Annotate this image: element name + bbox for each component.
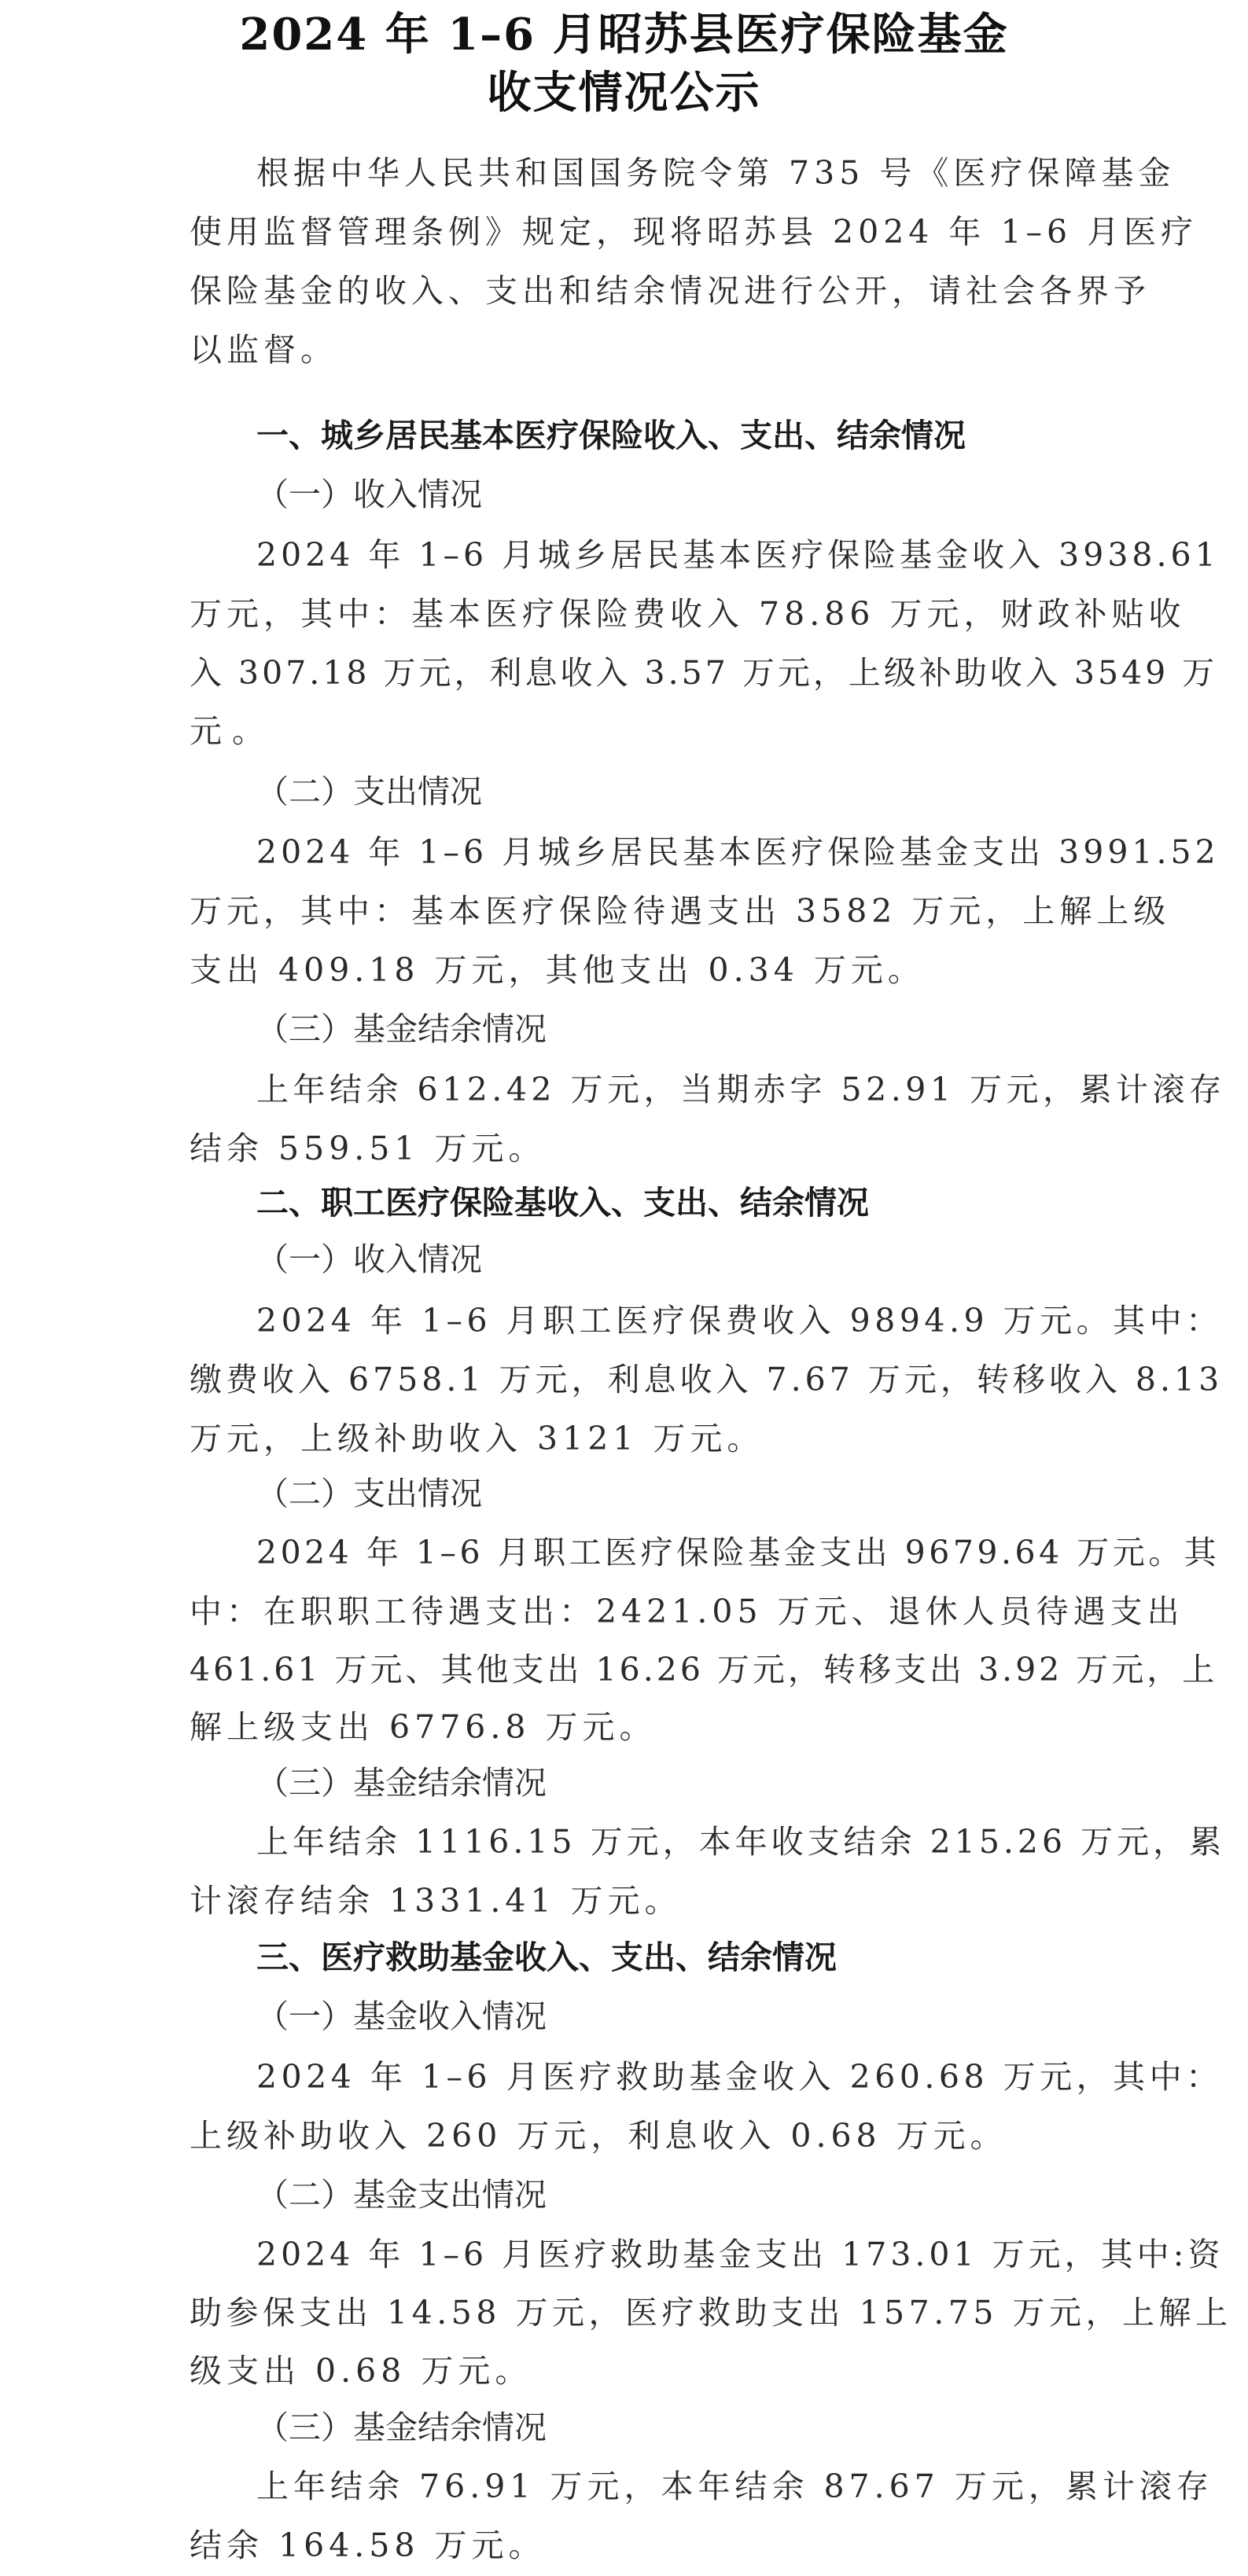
body-line: 上年结余 76.91 万元，本年结余 87.67 万元，累计滚存 (256, 2468, 1213, 2505)
subsection-heading: （二）支出情况 (256, 773, 482, 810)
body-line: 2024 年 1–6 月城乡居民基本医疗保险基金收入 3938.61 (256, 536, 1220, 574)
subsection-heading: （三）基金结余情况 (256, 1764, 547, 1802)
body-line: 万元，其中：基本医疗保险费收入 78.86 万元，财政补贴收 (190, 595, 1186, 633)
intro-line: 根据中华人民共和国国务院令第 735 号《医疗保障基金 (256, 154, 1176, 192)
subsection-heading: （三）基金结余情况 (256, 1010, 547, 1048)
subsection-heading: （三）基金结余情况 (256, 2409, 547, 2446)
body-line: 助参保支出 14.58 万元，医疗救助支出 157.75 万元，上解上 (190, 2294, 1232, 2332)
body-line: 万元，其中：基本医疗保险待遇支出 3582 万元，上解上级 (190, 892, 1171, 930)
body-line: 上年结余 612.42 万元，当期赤字 52.91 万元，累计滚存 (256, 1071, 1226, 1108)
body-line: 入 307.18 万元，利息收入 3.57 万元，上级补助收入 3549 万 (190, 654, 1218, 692)
body-line: 解上级支出 6776.8 万元。 (190, 1708, 657, 1746)
body-line: 2024 年 1–6 月职工医疗保险基金支出 9679.64 万元。其 (256, 1534, 1220, 1571)
section-heading: 一、城乡居民基本医疗保险收入、支出、结余情况 (256, 417, 966, 454)
body-line: 元 。 (190, 712, 265, 750)
body-line: 461.61 万元、其他支出 16.26 万元，转移支出 3.92 万元，上 (190, 1651, 1218, 1689)
body-line: 2024 年 1–6 月职工医疗保费收入 9894.9 万元。其中： (256, 1302, 1223, 1339)
subsection-heading: （一）收入情况 (256, 476, 482, 513)
body-line: 计滚存结余 1331.41 万元。 (190, 1882, 682, 1920)
body-line: 结余 164.58 万元。 (190, 2526, 546, 2564)
document-title-line-1: 2024 年 1–6 月昭苏县医疗保险基金 (239, 9, 1009, 61)
body-line: 级支出 0.68 万元。 (190, 2352, 532, 2390)
body-line: 上级补助收入 260 万元，利息收入 0.68 万元。 (190, 2117, 1007, 2155)
body-line: 2024 年 1–6 月医疗救助基金支出 173.01 万元，其中:资 (256, 2236, 1224, 2273)
body-line: 万元，上级补助收入 3121 万元。 (190, 1420, 764, 1457)
body-line: 2024 年 1–6 月医疗救助基金收入 260.68 万元，其中： (256, 2058, 1223, 2096)
subsection-heading: （二）支出情况 (256, 1475, 482, 1512)
subsection-heading: （一）收入情况 (256, 1240, 482, 1278)
section-heading: 二、职工医疗保险基收入、支出、结余情况 (256, 1184, 869, 1222)
section-heading: 三、医疗救助基金收入、支出、结余情况 (256, 1938, 837, 1976)
body-line: 结余 559.51 万元。 (190, 1130, 546, 1167)
body-line: 支出 409.18 万元，其他支出 0.34 万元。 (190, 951, 925, 989)
subsection-heading: （一）基金收入情况 (256, 1997, 547, 2035)
body-line: 上年结余 1116.15 万元，本年收支结余 215.26 万元，累 (256, 1823, 1226, 1861)
body-line: 2024 年 1–6 月城乡居民基本医疗保险基金支出 3991.52 (256, 833, 1220, 871)
subsection-heading: （二）基金支出情况 (256, 2176, 547, 2214)
body-line: 缴费收入 6758.1 万元，利息收入 7.67 万元，转移收入 8.13 (190, 1361, 1224, 1398)
document-title-line-2: 收支情况公示 (487, 67, 761, 119)
intro-line: 以监督。 (190, 331, 337, 369)
intro-line: 保险基金的收入、支出和结余情况进行公开，请社会各界予 (190, 272, 1150, 310)
body-line: 中：在职职工待遇支出：2421.05 万元、退休人员待遇支出 (190, 1593, 1184, 1630)
intro-line: 使用监督管理条例》规定，现将昭苏县 2024 年 1–6 月医疗 (190, 213, 1198, 251)
